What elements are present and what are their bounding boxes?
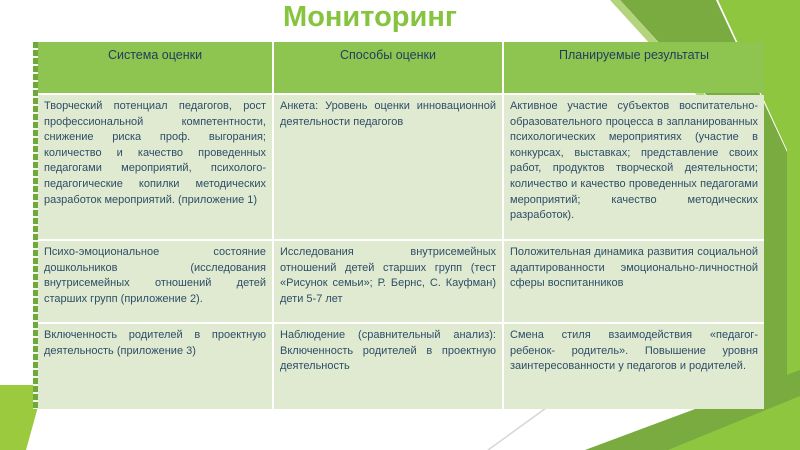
cell-row3-methods: Наблюдение (сравнительный анализ): Включенность родителей в проектную деятельность <box>274 324 502 409</box>
column-header-planned-results: Планируемые результаты <box>504 42 764 93</box>
cell-row2-system: Психо-эмоциональное состояние дошкольников (исследования внутрисемейных отношений детей старших групп (приложение 2). <box>38 241 272 322</box>
cell-row1-methods: Анкета: Уровень оценки инновационной деятельности педагогов <box>274 95 502 239</box>
column-header-evaluation-methods: Способы оценки <box>274 42 502 93</box>
slide-title: Мониторинг <box>283 1 457 33</box>
monitoring-table <box>38 42 764 409</box>
cell-row3-results: Смена стиля взаимодействия «педагог-ребенок- родитель». Повышение уровня заинтересованности у педагогов и родителей. <box>504 324 764 409</box>
cell-row2-methods: Исследования внутрисемейных отношений детей старших групп (тест «Рисунок семьи»; Р. Бернс, С. Кауфман) дети 5-7 лет <box>274 241 502 322</box>
column-header-evaluation-system: Система оценки <box>38 42 272 93</box>
cell-row1-system: Творческий потенциал педагогов, рост профессиональной компетентности, снижение риска проф. выгорания; количество и качество проведенных педагогами мероприятий, психолого-педагогические копилки методических разработок мероприятий. (приложение 1) <box>38 95 272 239</box>
cell-row3-system: Включенность родителей в проектную деятельность (приложение 3) <box>38 324 272 409</box>
cell-row1-results: Активное участие субъектов воспитательно-образовательного процесса в запланированных психологических мероприятиях (участие в конкурсах, выставках; представление своих работ, продуктов творческой деятельности; количество и качество проведенных педагогами мероприятий; качество методических разработок). <box>504 95 764 239</box>
cell-row2-results: Положительная динамика развития социальной адаптированности эмоционально-личностной сферы воспитанников <box>504 241 764 322</box>
bottom-diagonal-line <box>488 403 553 450</box>
